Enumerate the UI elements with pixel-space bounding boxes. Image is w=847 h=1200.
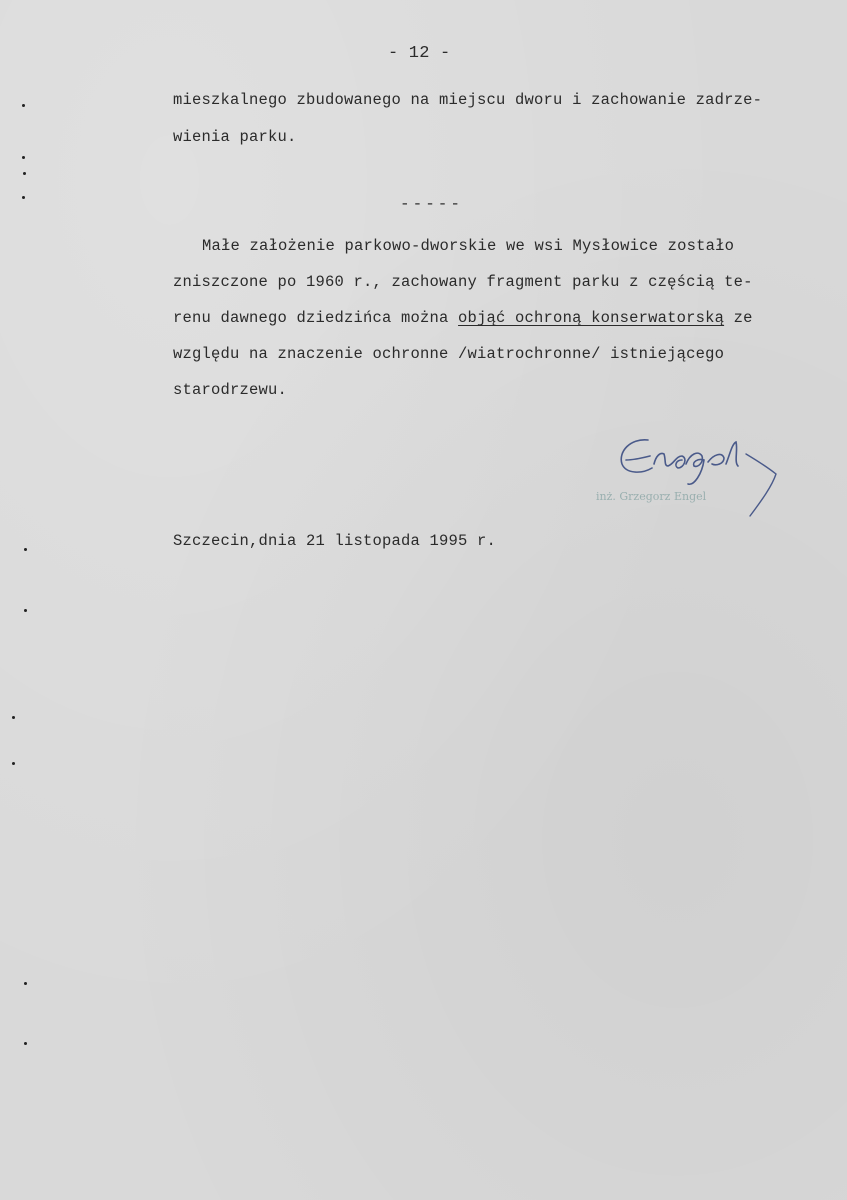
paragraph-line-3-end: ze [724,309,753,327]
paragraph-line-2: zniszczone po 1960 r., zachowany fragment parku z częścią te- [173,273,753,291]
margin-mark [12,762,15,765]
underlined-phrase: objąć ochroną konserwatorską [458,309,725,327]
margin-mark [23,172,26,175]
margin-mark [22,156,25,159]
paragraph-line-5: starodrzewu. [173,381,288,399]
section-separator: ----- [400,195,464,213]
name-stamp: inż. Grzegorz Engel [596,490,707,503]
page-number: - 12 - [388,44,451,63]
margin-mark [24,548,27,551]
date-line: Szczecin,dnia 21 listopada 1995 r. [173,532,497,550]
margin-mark [24,1042,27,1045]
paragraph-line-1: Małe założenie parkowo-dworskie we wsi Mysłowice zostało [202,237,735,255]
margin-mark [12,716,15,719]
paragraph-line-3 [173,308,753,328]
body-line-1: mieszkalnego zbudowanego na miejscu dworu i zachowanie zadrze- [173,91,763,109]
paragraph-line-4: względu na znaczenie ochronne /wiatrochronne/ istniejącego [173,345,725,363]
body-line-2: wienia parku. [173,128,297,146]
paragraph-line-3-start: renu dawnego dziedzińca można [173,309,459,327]
margin-mark [22,104,25,107]
margin-mark [22,196,25,199]
handwritten-signature [590,430,790,520]
margin-mark [24,982,27,985]
margin-mark [24,609,27,612]
